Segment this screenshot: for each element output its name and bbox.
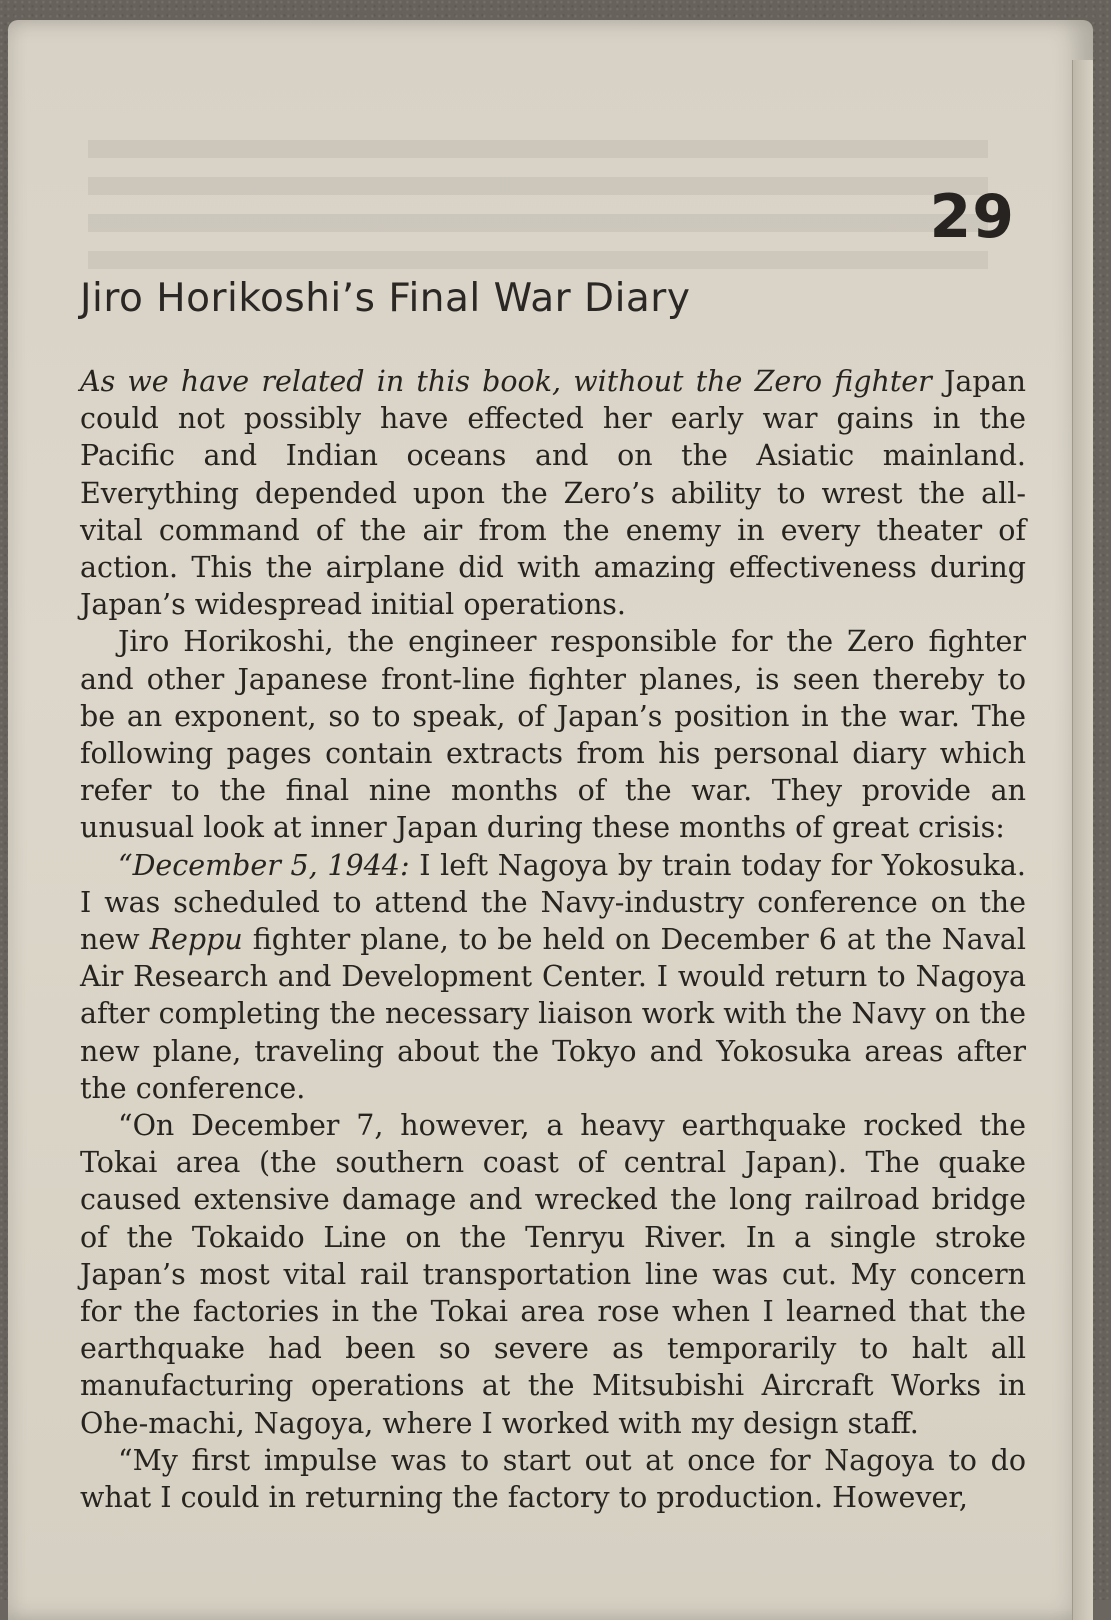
body-text (80, 363, 1026, 1516)
paragraph-2: Jiro Horikoshi, the engineer responsible for the Zero fighter and other Japanese front-line fighter planes, is seen thereby to be an exponent, so to speak, of Japan’s position in the war. The following pages contain extracts from his personal diary which refer to the final nine months of the war. They provide an unusual look at inner Japan during these months of great crisis: (80, 625, 1026, 845)
intro-italic: As we have related in this book, without the Zero fighter (80, 365, 932, 398)
show-through-text (88, 140, 988, 270)
paragraph-3-b: fighter plane, to be held on December 6 at the Naval Air Research and Development Center. I would return to Nagoya after completing the necessary liaison work with the Navy on the new plane, traveling about the Tokyo and Yokosuka areas after the conference. (80, 923, 1026, 1105)
paragraph-3-a: I left Nagoya by train today for Yokosuka. I was scheduled to attend the Navy-industry conference on the new (80, 848, 1026, 957)
facing-page-edge (1072, 60, 1093, 1620)
chapter-number: 29 (929, 182, 1015, 252)
paragraph-intro (80, 363, 1026, 623)
chapter-title: Jiro Horikoshi’s Final War Diary (80, 276, 691, 321)
intro-rest: Japan could not possibly have effected her early war gains in the Pacific and Indian oceans and on the Asiatic mainland. Everything depended upon the Zero’s ability to wrest the all-vital command of the air from the enemy in every theater of action. This the airplane did with amazing effectiveness during Japan’s widespread initial operations. (80, 365, 1027, 622)
paragraph-4: “On December 7, however, a heavy earthquake rocked the Tokai area (the southern coast of central Japan). The quake caused extensive damage and wrecked the long railroad bridge of the Tokaido Line on the Tenryu River. In a single stroke Japan’s most vital rail transportation line was cut. My concern for the factories in the Tokai area rose when I learned that the earthquake had been so severe as temporarily to halt all manufacturing operations at the Mitsubishi Aircraft Works in Ohe-machi, Nagoya, where I worked with my design staff. (80, 1109, 1026, 1440)
diary-date: “December 5, 1944: (118, 848, 410, 882)
paragraph-3 (80, 847, 1026, 1107)
paragraph-5: “My first impulse was to start out at once for Nagoya to do what I could in returning the factory to production. However, (80, 1443, 1026, 1515)
plane-name: Reppu (149, 923, 243, 957)
